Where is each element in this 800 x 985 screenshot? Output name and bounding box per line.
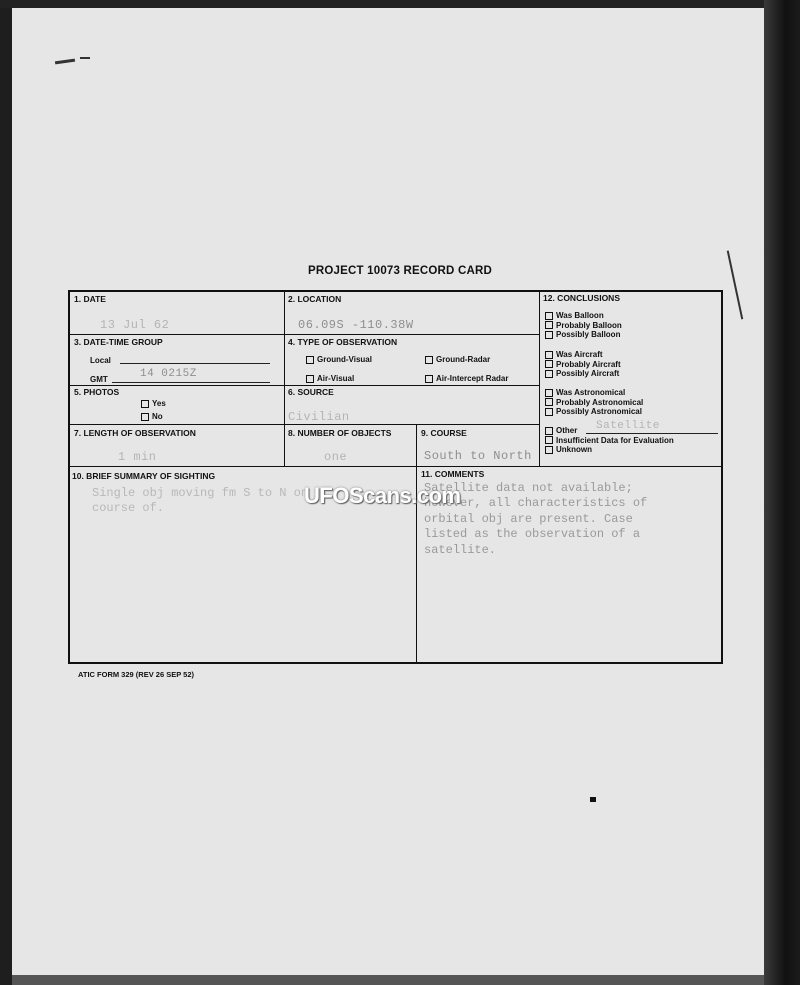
- checkbox-icon: [545, 321, 553, 329]
- type-option-ground-visual: Ground-Visual: [306, 355, 372, 364]
- scan-border-bottom: [12, 975, 764, 985]
- grid-divider: [416, 424, 417, 664]
- conclusion-option: Possibly Aircraft: [545, 369, 621, 379]
- conclusions-group-aircraft: [545, 350, 621, 379]
- checkbox-icon: [425, 375, 433, 383]
- checkbox-icon: [545, 398, 553, 406]
- checkbox-icon: [545, 446, 553, 454]
- checkbox-icon: [545, 370, 553, 378]
- conclusion-option: Probably Aircraft: [545, 360, 621, 370]
- conclusions-group-astronomical: [545, 388, 643, 417]
- length-label: 7. LENGTH OF OBSERVATION: [74, 428, 196, 438]
- checkbox-icon: [545, 389, 553, 397]
- dtg-label: 3. DATE-TIME GROUP: [74, 337, 163, 347]
- local-label: Local: [90, 356, 111, 365]
- summary-label: 10. BRIEF SUMMARY OF SIGHTING: [72, 471, 216, 481]
- grid-divider: [539, 290, 540, 467]
- type-label: 4. TYPE OF OBSERVATION: [288, 337, 398, 347]
- checkbox-icon: [545, 351, 553, 359]
- gmt-underline: [112, 382, 270, 383]
- source-label: 6. SOURCE: [288, 387, 334, 397]
- conclusion-option: Unknown: [545, 445, 674, 455]
- checkbox-icon: [306, 375, 314, 383]
- checkbox-icon: [545, 331, 553, 339]
- scan-border-right: [764, 0, 800, 985]
- conclusion-option: Probably Balloon: [545, 321, 622, 331]
- objects-label: 8. NUMBER OF OBJECTS: [288, 428, 392, 438]
- conclusion-option: Possibly Astronomical: [545, 407, 643, 417]
- conclusion-option: Was Balloon: [545, 311, 622, 321]
- checkbox-icon: [545, 408, 553, 416]
- form-number: ATIC FORM 329 (REV 26 SEP 52): [78, 670, 195, 679]
- location-value: 06.09S -110.38W: [298, 318, 414, 332]
- date-value: 13 Jul 62: [100, 318, 170, 332]
- checkbox-icon: [141, 400, 149, 408]
- date-label: 1. DATE: [74, 294, 106, 304]
- grid-divider: [68, 424, 539, 425]
- gmt-label: GMT: [90, 375, 108, 384]
- course-label: 9. COURSE: [421, 428, 467, 438]
- conclusion-option: Possibly Balloon: [545, 330, 622, 340]
- grid-divider: [68, 385, 539, 386]
- checkbox-icon: [141, 413, 149, 421]
- scan-border-top: [0, 0, 800, 8]
- objects-value: one: [324, 450, 348, 464]
- course-value: South to North: [424, 449, 532, 463]
- summary-text: Single obj moving fm S to N on course of.: [92, 486, 309, 515]
- checkbox-icon: [425, 356, 433, 364]
- conclusion-option: Insufficient Data for Evaluation: [545, 436, 674, 446]
- conclusion-option: Was Aircraft: [545, 350, 621, 360]
- type-option-air-intercept-radar: Air-Intercept Radar: [425, 374, 508, 383]
- photos-yes: Yes: [141, 399, 166, 408]
- type-option-ground-radar: Ground-Radar: [425, 355, 490, 364]
- conclusion-option: Other: [545, 426, 674, 436]
- grid-divider: [284, 290, 285, 467]
- gmt-value: 14 0215Z: [140, 368, 197, 380]
- conclusion-option: Probably Astronomical: [545, 398, 643, 408]
- conclusion-option: Was Astronomical: [545, 388, 643, 398]
- comments-text: Satellite data not available; however, all characteristics of orbital obj are present. Case listed as the observation of a satellite.: [424, 481, 648, 557]
- checkbox-icon: [545, 312, 553, 320]
- comments-label: 11. COMMENTS: [421, 469, 485, 479]
- checkbox-icon: [545, 427, 553, 435]
- checkbox-icon: [545, 436, 553, 444]
- scan-speck: [80, 57, 90, 59]
- location-label: 2. LOCATION: [288, 294, 342, 304]
- watermark: UFOScans.com: [304, 483, 461, 508]
- conclusions-label: 12. CONCLUSIONS: [543, 293, 620, 303]
- card-title: PROJECT 10073 RECORD CARD: [308, 265, 492, 277]
- length-value: 1 min: [118, 450, 157, 464]
- type-option-air-visual: Air-Visual: [306, 374, 354, 383]
- other-value: Satellite: [596, 420, 660, 432]
- scan-border-left: [0, 0, 12, 985]
- grid-divider: [68, 334, 539, 335]
- photos-label: 5. PHOTOS: [74, 387, 120, 397]
- conclusions-group-balloon: [545, 311, 622, 340]
- checkbox-icon: [306, 356, 314, 364]
- local-underline: [120, 363, 270, 364]
- source-value: Civilian: [288, 410, 350, 424]
- scan-speck: [590, 797, 596, 802]
- photos-no: No: [141, 412, 163, 421]
- checkbox-icon: [545, 360, 553, 368]
- grid-divider: [68, 466, 723, 467]
- other-underline: [586, 433, 718, 434]
